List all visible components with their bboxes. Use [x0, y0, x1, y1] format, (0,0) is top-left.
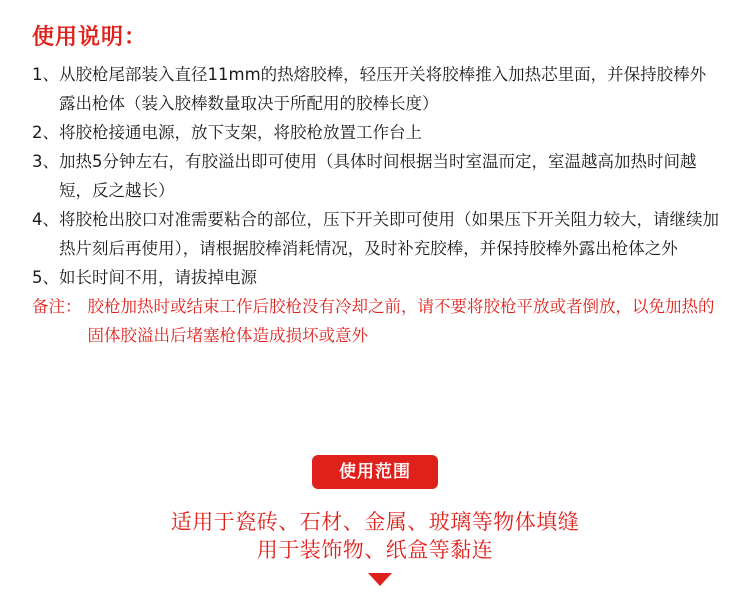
- step-text: 从胶枪尾部装入直径11mm的热熔胶棒，轻压开关将胶棒推入加热芯里面，并保持胶棒外露出枪体（装入胶棒数量取决于所配用的胶棒长度）: [59, 65, 707, 113]
- usage-instructions-heading: 使用说明：: [32, 25, 148, 50]
- usage-scope-badge: 使用范围: [312, 455, 438, 489]
- scope-line-2: 用于装饰物、纸盒等黏连: [256, 538, 494, 562]
- note-text: 胶枪加热时或结束工作后胶枪没有冷却之前，请不要将胶枪平放或者倒放，以免加热的固体胶溢出后堵塞枪体造成损坏或意外: [87, 297, 715, 345]
- step-number: 2、: [32, 123, 59, 142]
- step-text: 将胶枪接通电源，放下支架，将胶枪放置工作台上: [59, 123, 422, 142]
- step-text: 如长时间不用，请拔掉电源: [59, 268, 257, 287]
- instruction-steps: [32, 60, 722, 350]
- step-number: 4、: [32, 210, 59, 229]
- step-number: 1、: [32, 65, 59, 84]
- note-label: 备注：: [32, 297, 82, 316]
- scope-line-1: 适用于瓷砖、石材、金属、玻璃等物体填缝: [170, 510, 580, 534]
- instruction-step: [32, 205, 722, 263]
- instruction-step: [32, 60, 722, 118]
- instruction-step: [32, 147, 722, 205]
- caution-note: [32, 292, 722, 350]
- usage-scope-text: [0, 508, 750, 564]
- instruction-step: [32, 263, 722, 292]
- step-text: 将胶枪出胶口对准需要粘合的部位，压下开关即可使用（如果压下开关阻力较大，请继续加热片刻后再使用），请根据胶棒消耗情况，及时补充胶棒，并保持胶棒外露出枪体之外: [59, 210, 719, 258]
- step-text: 加热5分钟左右，有胶溢出即可使用（具体时间根据当时室温而定，室温越高加热时间越短，反之越长）: [59, 152, 697, 200]
- triangle-down-icon: [368, 573, 392, 586]
- step-number: 3、: [32, 152, 59, 171]
- step-number: 5、: [32, 268, 59, 287]
- instruction-step: [32, 118, 722, 147]
